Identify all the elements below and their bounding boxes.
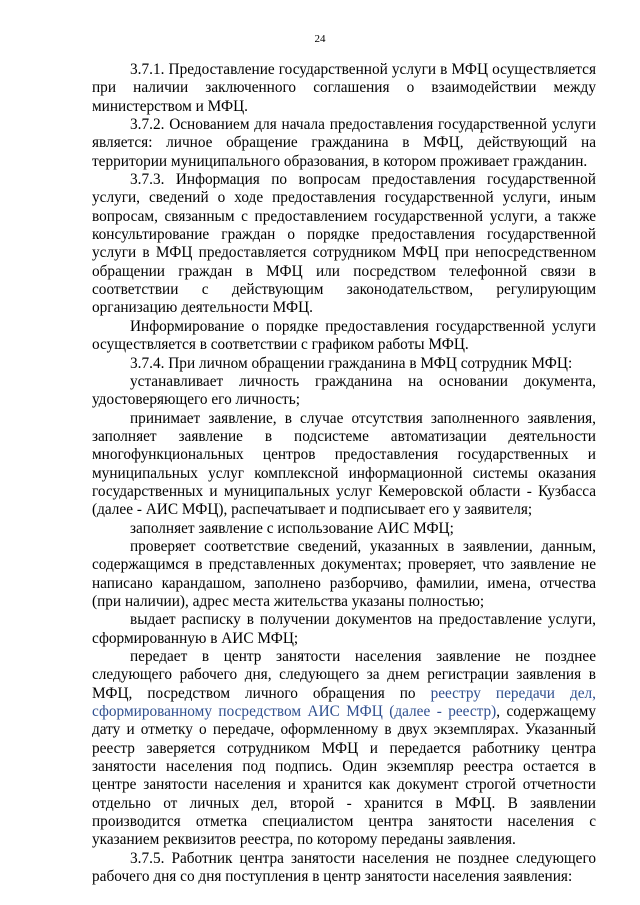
- transfer-text-before: передает в центр занятости населения заявление не позднее следующего рабочего дня, следующего за днем регистрации заявления в МФЦ, посредством личного обращения по: [92, 648, 596, 702]
- document-body: [92, 61, 596, 886]
- paragraph-identify-person: устанавливает личность гражданина на основании документа, удостоверяющего его личность;: [92, 372, 596, 409]
- page-number: 24: [314, 33, 326, 45]
- paragraph-3-7-4: 3.7.4. При личном обращении гражданина в МФЦ сотрудник МФЦ:: [130, 354, 573, 372]
- paragraph-3-7-5: 3.7.5. Работник центра занятости населения не позднее следующего рабочего дня со дня поступления в центр занятости населения заявления:: [92, 849, 596, 886]
- paragraph-issue-receipt: выдает расписку в получении документов на предоставление услуги, сформированную в АИС МФЦ;: [92, 611, 596, 647]
- paragraph-accept-application: принимает заявление, в случае отсутствия заполненного заявления, заполняет заявление в подсистеме автоматизации деятельности многофункциональных центров предоставления государственных и муниципальных услуг комплексной информационной системы оказания государственных и муниципальных услуг Кемеровской области - Кузбасса (далее - АИС МФЦ), распечатывает и подписывает его у заявителя;: [92, 409, 596, 519]
- paragraph-transfer-application: [92, 648, 596, 850]
- transfer-text-after: , содержащему дату и отметку о передаче, оформленному в двух экземплярах. Указанный реестр заверяется сотрудником МФЦ и передается работнику центра занятости населения под подпись. Один экземпляр реестра остается в центре занятости населения и хранится как документ строгой отчетности отдельно от личных дел, второй - хранится в МФЦ. В заявлении производится отметка специалистом центра занятости населения с указанием реквизитов реестра, по которому переданы заявления.: [92, 703, 596, 849]
- paragraph-3-7-2: 3.7.2. Основанием для начала предоставления государственной услуги является: личное обращение гражданина в МФЦ, действующий на территории муниципального образования, в котором проживает гражданин.: [92, 116, 596, 170]
- paragraph-fill-application: заполняет заявление с использование АИС МФЦ;: [130, 519, 454, 537]
- paragraph-verify-documents: проверяет соответствие сведений, указанных в заявлении, данным, содержащимся в представленных документах; проверяет, что заявление не написано карандашом, заполнено разборчиво, фамилии, имена, отчества (при наличии), адрес места жительства указаны полностью;: [92, 537, 596, 610]
- paragraph-3-7-1: 3.7.1. Предоставление государственной услуги в МФЦ осуществляется при наличии заключенного соглашения о взаимодействии между министерством и МФЦ.: [92, 61, 596, 115]
- paragraph-3-7-3: 3.7.3. Информация по вопросам предоставления государственной услуги, сведений о ходе предоставления государственной услуги, иным вопросам, связанным с предоставлением государственной услуги, а также консультирование граждан о порядке предоставления государственной услуги в МФЦ предоставляется сотрудником МФЦ при непосредственном обращении граждан в МФЦ или посредством телефонной связи в соответствии с действующим законодательством, регулирующим организацию деятельности МФЦ.: [92, 171, 596, 317]
- registry-link[interactable]: реестру передачи дел, сформированному посредством АИС МФЦ (далее - реестр): [92, 684, 596, 721]
- paragraph-informing: Информирование о порядке предоставления государственной услуги осуществляется в соответствии с графиком работы МФЦ.: [92, 317, 596, 354]
